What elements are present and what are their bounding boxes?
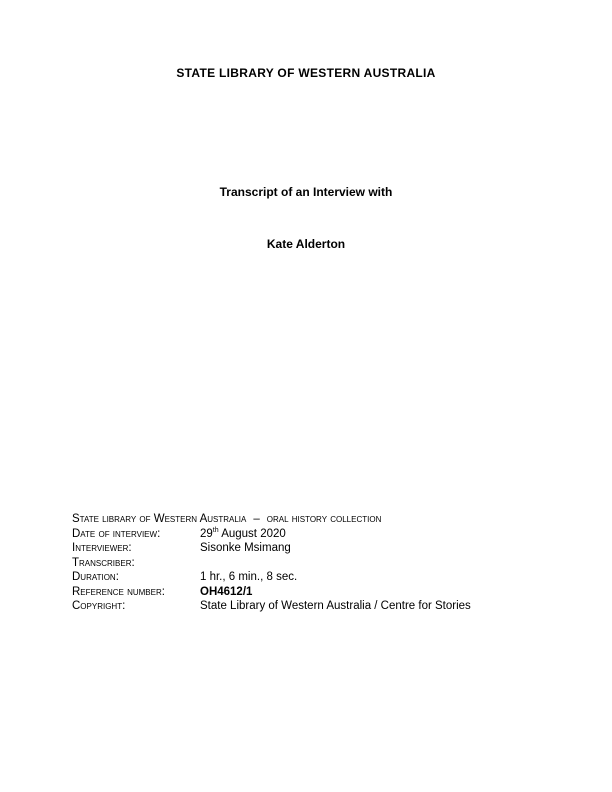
interviewer-value: Sisonke Msimang bbox=[200, 542, 291, 554]
duration-value: 1 hr., 6 min., 8 sec. bbox=[200, 571, 298, 583]
interviewee-name: Kate Alderton bbox=[266, 237, 346, 251]
date-day: 29 bbox=[200, 527, 213, 540]
date-month-year: August 2020 bbox=[218, 527, 286, 540]
metadata-row-reference bbox=[72, 585, 542, 600]
collection-name: oral history collection bbox=[266, 513, 382, 525]
collection-separator: – bbox=[253, 513, 260, 525]
metadata-row-transcriber bbox=[72, 556, 542, 571]
date-of-interview-value bbox=[200, 527, 542, 542]
metadata-block bbox=[72, 512, 542, 614]
metadata-row-date bbox=[72, 527, 542, 542]
transcriber-label: Transcriber: bbox=[72, 556, 135, 569]
metadata-row-duration bbox=[72, 570, 542, 585]
collection-institution: State library of Western Australia bbox=[72, 513, 247, 525]
date-of-interview-label: Date of interview: bbox=[72, 527, 161, 540]
metadata-row-interviewer bbox=[72, 541, 542, 556]
transcript-subtitle: Transcript of an Interview with bbox=[219, 185, 393, 199]
reference-number-label: Reference number: bbox=[72, 585, 165, 598]
copyright-value: State Library of Western Australia / Centre for Stories bbox=[200, 600, 471, 612]
collection-header bbox=[72, 512, 542, 527]
copyright-label: Copyright: bbox=[72, 600, 126, 612]
duration-label: Duration: bbox=[72, 571, 119, 583]
reference-number-value: OH4612/1 bbox=[200, 585, 253, 598]
metadata-row-copyright bbox=[72, 599, 542, 614]
page-title: STATE LIBRARY OF WESTERN AUSTRALIA bbox=[176, 66, 436, 80]
date-ordinal: th bbox=[212, 526, 219, 534]
interviewer-label: Interviewer: bbox=[72, 542, 132, 554]
